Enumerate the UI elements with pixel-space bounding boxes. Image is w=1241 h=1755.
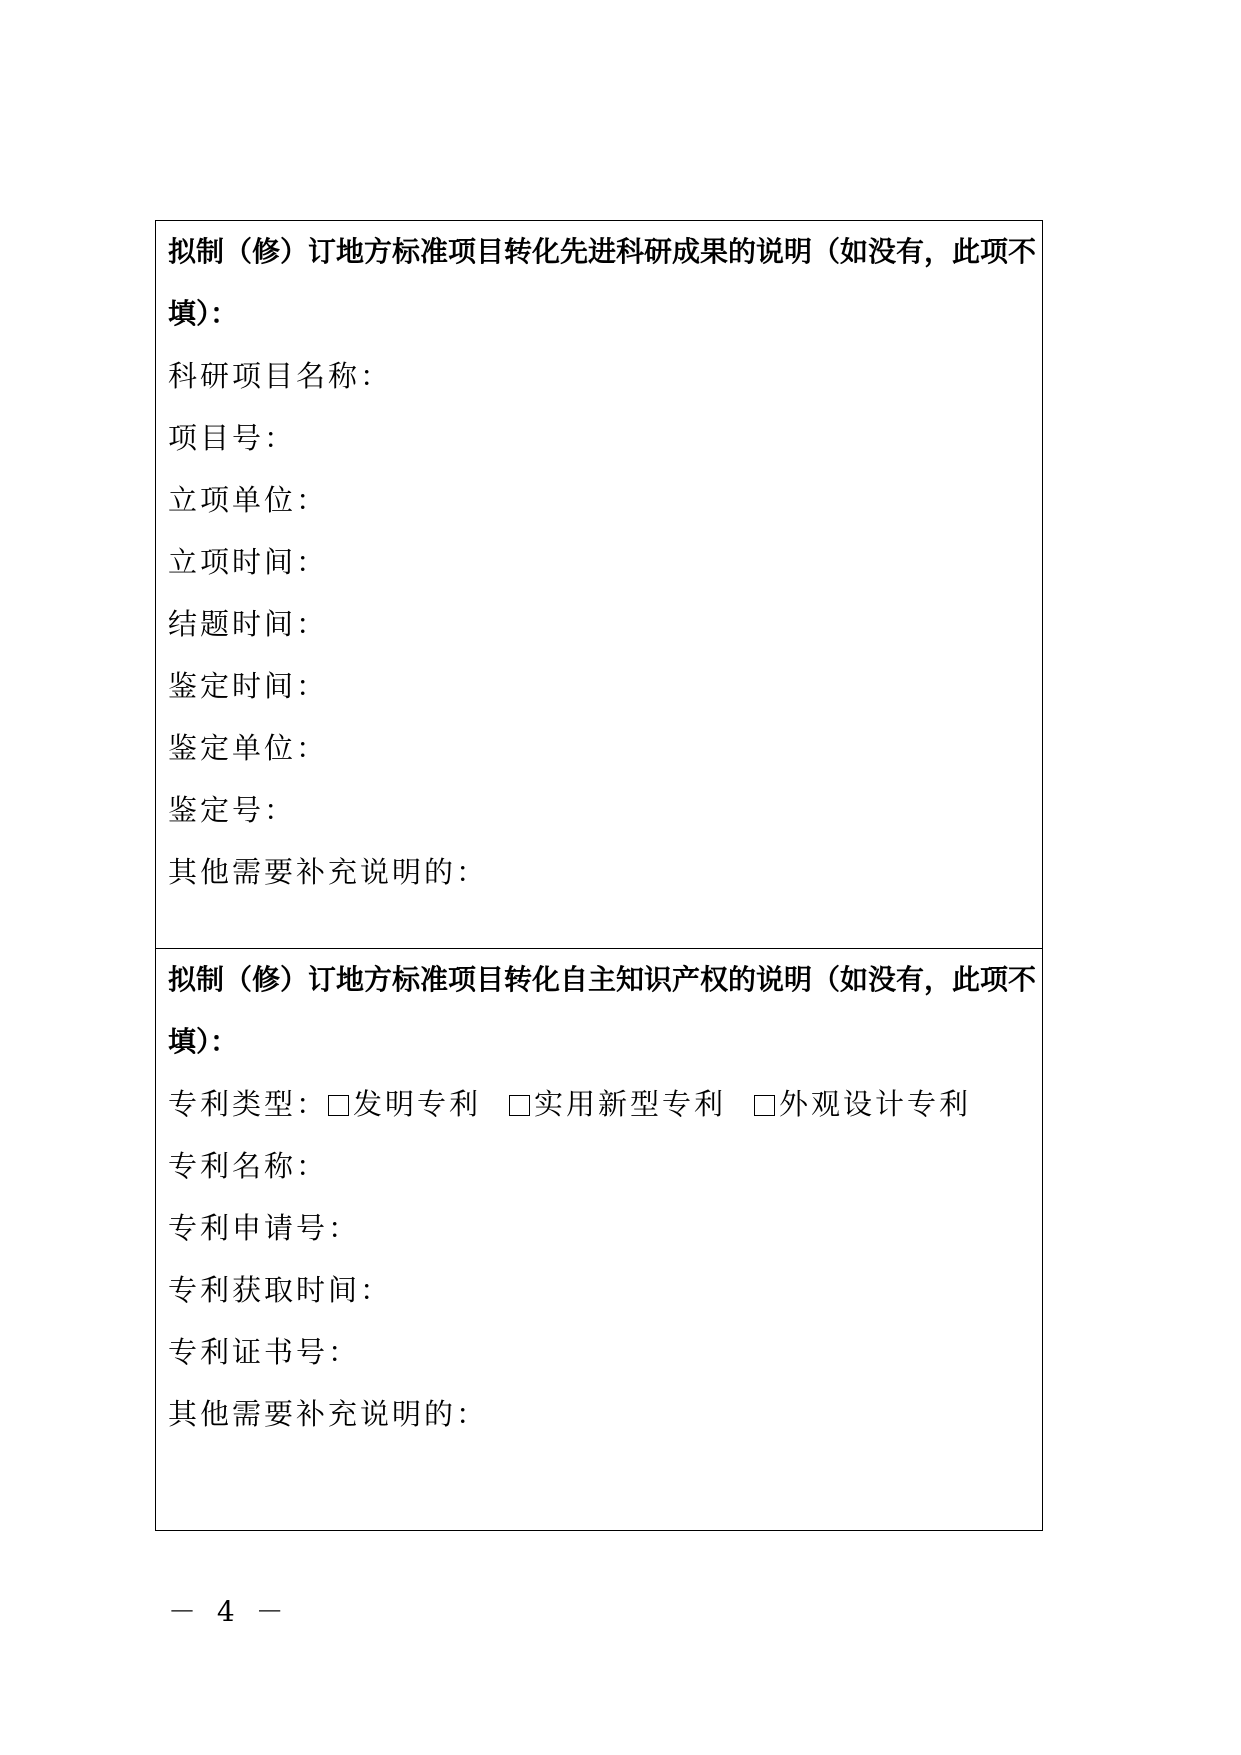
field-completion-date: 结题时间： xyxy=(168,607,329,641)
option-label: 实用新型专利 xyxy=(534,1087,727,1121)
field-patent-name: 专利名称： xyxy=(168,1149,329,1183)
form-table xyxy=(155,220,1043,1531)
section-heading: 拟制（修）订地方标准项目转化先进科研成果的说明（如没有，此项不填）： xyxy=(168,235,1037,330)
checkbox-icon[interactable] xyxy=(754,1095,775,1116)
field-patent-application-number: 专利申请号： xyxy=(168,1211,361,1245)
checkbox-icon[interactable] xyxy=(509,1095,530,1116)
option-label: 发明专利 xyxy=(353,1087,482,1121)
field-project-number: 项目号： xyxy=(168,421,297,455)
page-number: － 4 － xyxy=(168,1595,290,1628)
field-appraisal-unit: 鉴定单位： xyxy=(168,731,329,765)
ip-section xyxy=(156,949,1042,1530)
field-approving-unit: 立项单位： xyxy=(168,483,329,517)
field-appraisal-date: 鉴定时间： xyxy=(168,669,329,703)
checkbox-icon[interactable] xyxy=(328,1095,349,1116)
option-design-patent[interactable] xyxy=(754,1073,971,1135)
patent-type-label: 专利类型： xyxy=(168,1087,329,1121)
field-patent-certificate-number: 专利证书号： xyxy=(168,1335,361,1369)
field-research-project-name: 科研项目名称： xyxy=(168,359,393,393)
field-patent-grant-date: 专利获取时间： xyxy=(168,1273,393,1307)
option-utility-model-patent[interactable] xyxy=(509,1073,726,1135)
option-label: 外观设计专利 xyxy=(779,1087,972,1121)
option-invention-patent[interactable] xyxy=(328,1073,481,1135)
research-achievement-section xyxy=(156,221,1042,949)
field-approval-date: 立项时间： xyxy=(168,545,329,579)
field-patent-type xyxy=(168,1073,1042,1135)
field-appraisal-number: 鉴定号： xyxy=(168,793,297,827)
field-other-notes: 其他需要补充说明的： xyxy=(168,1397,489,1431)
field-other-notes: 其他需要补充说明的： xyxy=(168,855,489,889)
section-heading: 拟制（修）订地方标准项目转化自主知识产权的说明（如没有，此项不填）： xyxy=(168,963,1037,1058)
